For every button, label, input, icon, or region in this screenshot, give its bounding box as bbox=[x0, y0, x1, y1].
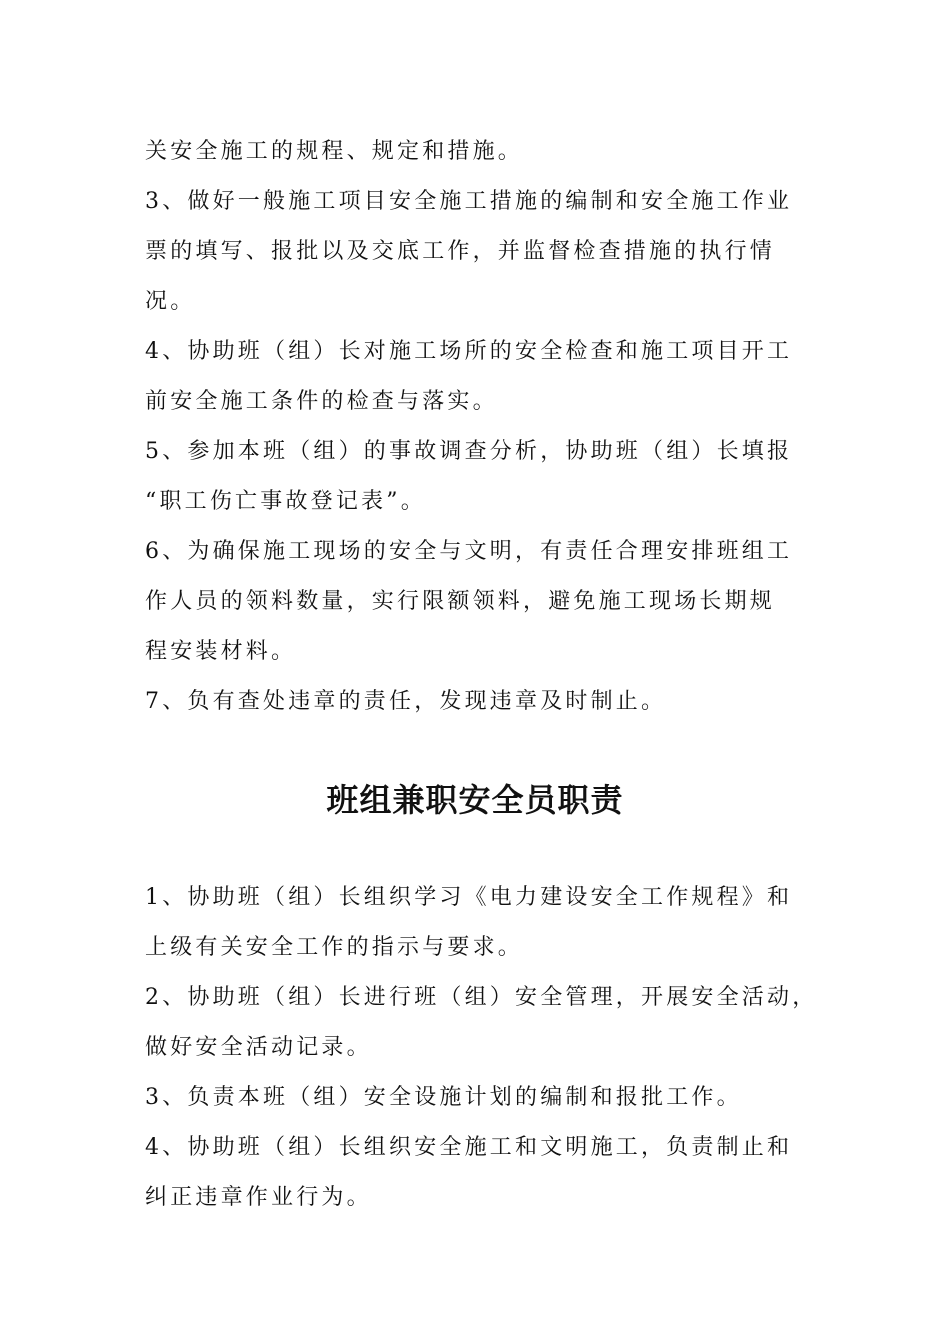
paragraph-line: 前安全施工条件的检查与落实。 bbox=[145, 389, 498, 414]
paragraph-line: 3、做好一般施工项目安全施工措施的编制和安全施工作业 bbox=[145, 189, 793, 214]
paragraph-line: 2、协助班（组）长进行班（组）安全管理，开展安全活动， bbox=[145, 985, 818, 1010]
paragraph-line: 上级有关安全工作的指示与要求。 bbox=[145, 935, 524, 960]
paragraph-line: 程安装材料。 bbox=[145, 639, 297, 664]
paragraph-line: 3、负责本班（组）安全设施计划的编制和报批工作。 bbox=[145, 1085, 742, 1110]
paragraph-line: 票的填写、报批以及交底工作，并监督检查措施的执行情 bbox=[145, 239, 776, 264]
paragraph-line: “职工伤亡事故登记表”。 bbox=[145, 489, 426, 514]
paragraph-line: 4、协助班（组）长对施工场所的安全检查和施工项目开工 bbox=[145, 339, 793, 364]
paragraph-line: 7、负有查处违章的责任，发现违章及时制止。 bbox=[145, 689, 667, 714]
paragraph-line: 纠正违章作业行为。 bbox=[145, 1185, 372, 1210]
paragraph-line: 1、协助班（组）长组织学习《电力建设安全工作规程》和 bbox=[145, 885, 793, 910]
paragraph-line: 作人员的领料数量，实行限额领料，避免施工现场长期规 bbox=[145, 589, 776, 614]
paragraph-line: 关安全施工的规程、规定和措施。 bbox=[145, 139, 524, 164]
paragraph-line: 6、为确保施工现场的安全与文明，有责任合理安排班组工 bbox=[145, 539, 793, 564]
paragraph-line: 4、协助班（组）长组织安全施工和文明施工，负责制止和 bbox=[145, 1135, 793, 1160]
paragraph-line: 做好安全活动记录。 bbox=[145, 1035, 372, 1060]
paragraph-line: 5、参加本班（组）的事故调查分析，协助班（组）长填报 bbox=[145, 439, 793, 464]
section-heading: 班组兼职安全员职责 bbox=[326, 781, 624, 819]
paragraph-line: 况。 bbox=[145, 289, 196, 314]
